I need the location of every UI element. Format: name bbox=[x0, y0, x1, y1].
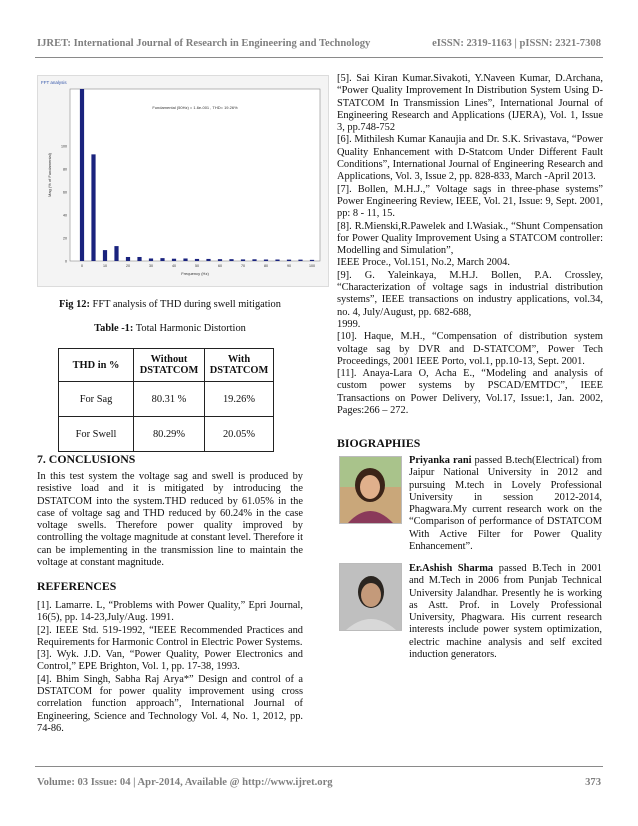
fft-bar bbox=[275, 260, 279, 261]
figure-label: Fig 12: bbox=[59, 299, 90, 310]
reference-item: [2]. IEEE Std. 519-1992, “IEEE Recommended Practices and Requirements for Harmonic Control in Electric Power Systems. bbox=[37, 624, 303, 648]
fft-bar bbox=[264, 260, 268, 261]
reference-item: [7]. Bollen, M.H.J.,” Voltage sags in three-phase systems” Power Engineering Review, IEEE, Vol. 21, Issue: 9, Sept. 2001, pp: 8 - 11, 15. bbox=[337, 183, 603, 220]
table-caption-text: Total Harmonic Distortion bbox=[135, 323, 246, 334]
header-rule bbox=[35, 57, 603, 58]
table-cell: 20.05% bbox=[205, 417, 274, 452]
fft-bar bbox=[137, 257, 141, 261]
reference-item: [5]. Sai Kiran Kumar.Sivakoti, Y.Naveen Kumar, D.Archana, “Power Quality Improvement In Distribution System Using D-STATCOM In Transmission Lines”, International Journal of Engineering Research and Applications (IJERA), Vol. 1, Issue 3, pp.748-752 bbox=[337, 73, 603, 134]
bio-body: passed B.Tech in 2001 and M.Tech in 2006 from Punjab Technical University Jalandhar. Presently he is working as Astt. Prof. in Lovely Professional University, Phagwara. His current research interests include power system optimization, electric machine analysis and self excited induction generators. bbox=[409, 563, 602, 661]
table-row bbox=[59, 382, 274, 417]
table-header-cell: Without DSTATCOM bbox=[134, 349, 205, 382]
issn: eISSN: 2319-1163 | pISSN: 2321-7308 bbox=[432, 38, 601, 49]
y-tick-label: 40 bbox=[63, 213, 67, 218]
page-number: 373 bbox=[585, 777, 601, 788]
fft-bar bbox=[298, 260, 302, 261]
conclusions-text: In this test system the voltage sag and swell is produced by resistive load and it is mitigated by introducing the DSTATCOM into the system.THD reduced by 61.05% in the case of voltage sag and THD reduced by 60.24% in the case voltage swells. Therefore power quality improved by controlling the voltage magnitude at constant level. Therefore it can be implementing in the transmission line to maintain the voltage at constant magnitude. bbox=[37, 471, 303, 569]
x-tick-label: 30 bbox=[149, 264, 153, 268]
fft-bar bbox=[80, 89, 84, 261]
reference-item: [1]. Lamarre. L, “Problems with Power Quality,” Epri Journal, 16(5), pp. 14-23,July/Aug. 1991. bbox=[37, 600, 303, 624]
y-tick-label: 80 bbox=[63, 167, 67, 172]
y-tick-label: 60 bbox=[63, 190, 67, 195]
fft-chart bbox=[37, 75, 329, 287]
fft-bar bbox=[183, 258, 187, 261]
fft-bar bbox=[126, 257, 130, 261]
references-title: REFERENCES bbox=[37, 579, 117, 593]
references-list-right bbox=[337, 73, 603, 417]
biographies-title: BIOGRAPHIES bbox=[337, 436, 421, 450]
reference-item: [6]. Mithilesh Kumar Kanaujia and Dr. S.K. Srivastava, “Power Quality Enhancement with D-Statcom Under Different Fault Conditions”, International Journal of Engineering Research and Applications, Vol. 3, Issue 2, pp. 828-833, March -April 2013. bbox=[337, 134, 603, 183]
fft-bar bbox=[287, 260, 291, 261]
y-tick-label: 20 bbox=[63, 236, 67, 241]
plot-area bbox=[70, 89, 320, 261]
thd-table bbox=[58, 348, 274, 452]
y-axis-label: Mag (% of Fundamental) bbox=[47, 152, 52, 198]
fft-bar bbox=[172, 259, 176, 261]
reference-item: [10]. Haque, M.H., “Compensation of distribution system voltage sag by DVR and D-STATCOM”, Power Tech Proceedings, 2001 IEEE Porto, vol.1, pp.10-13, Sept. 2001. bbox=[337, 331, 603, 367]
fft-bar bbox=[218, 259, 222, 261]
x-tick-label: 60 bbox=[218, 264, 222, 268]
chart-corner-label: FFT analysis bbox=[41, 80, 67, 85]
fft-bar bbox=[149, 258, 153, 261]
table-cell: 80.29% bbox=[134, 417, 205, 452]
y-tick-label: 0 bbox=[65, 259, 67, 264]
reference-item: [9]. G. Yaleinkaya, M.H.J. Bollen, P.A. Crossley, “Characterization of voltage sags in industrial distribution systems”, IEEE transactions on industry applications, vol.34, no. 4, July/August, pp. 682-688, bbox=[337, 269, 603, 318]
x-tick-label: 100 bbox=[309, 264, 315, 268]
fft-bar bbox=[206, 259, 210, 261]
conclusions-title: 7. CONCLUSIONS bbox=[37, 452, 136, 466]
reference-item: [3]. Wyk. J.D. Van, “Power Quality, Power Electronics and Control,” EPE Brighton, Vol. 1, pp. 17-38, 1993. bbox=[37, 649, 303, 673]
footer-rule bbox=[35, 766, 603, 767]
reference-item: [4]. Bhim Singh, Sabha Raj Arya*” Design and control of a DSTATCOM for power quality improvement using cross correlation function approach”, International Journal of Engineering, Science and Technology Vol. 4, No. 1, 2012, pp. 74-86. bbox=[37, 673, 303, 734]
fft-bar bbox=[91, 154, 95, 261]
x-tick-label: 50 bbox=[195, 264, 199, 268]
x-tick-label: 20 bbox=[126, 264, 130, 268]
portrait-image bbox=[340, 457, 401, 523]
footer-volume: Volume: 03 Issue: 04 | Apr-2014, Available @ http://www.ijret.org bbox=[37, 777, 333, 788]
table-header-row bbox=[59, 349, 274, 382]
bio-ashish-text bbox=[409, 563, 602, 661]
reference-item: [11]. Anaya-Lara O, Acha E., “Modeling and analysis of custom power systems by PSCAD/EMTDC”, IEEE Transactions on Power Delivery, Vol.17, Issue:1, Jan. 2002, Pages:266 – 272. bbox=[337, 368, 603, 417]
chart-title: Fundamental (50Hz) = 1.6e-001 , THD= 19.26% bbox=[152, 105, 238, 110]
x-tick-label: 40 bbox=[172, 264, 176, 268]
table-cell: 80.31 % bbox=[134, 382, 205, 417]
x-tick-label: 70 bbox=[241, 264, 245, 268]
fft-chart-svg bbox=[37, 75, 329, 287]
bio-name: Er.Ashish Sharma bbox=[409, 563, 494, 574]
table-cell: For Sag bbox=[59, 382, 134, 417]
x-tick-label: 90 bbox=[287, 264, 291, 268]
figure-caption bbox=[37, 299, 303, 310]
author-photo-priyanka bbox=[339, 456, 402, 524]
bio-name: Priyanka rani bbox=[409, 455, 472, 466]
table-cell: 19.26% bbox=[205, 382, 274, 417]
references-list-left bbox=[37, 600, 303, 735]
fft-bar bbox=[160, 258, 164, 261]
fft-bar bbox=[310, 260, 314, 261]
reference-item: 1999. bbox=[337, 318, 361, 330]
fft-bar bbox=[195, 259, 199, 261]
page-footer bbox=[37, 777, 601, 788]
table-row bbox=[59, 417, 274, 452]
bio-priyanka-text bbox=[409, 455, 602, 553]
fft-bar bbox=[241, 259, 245, 261]
table-header-cell: With DSTATCOM bbox=[205, 349, 274, 382]
table-header-cell: THD in % bbox=[59, 349, 134, 382]
x-tick-label: 0 bbox=[81, 264, 83, 268]
page-header bbox=[37, 38, 601, 49]
fft-bar bbox=[114, 246, 118, 261]
x-tick-label: 80 bbox=[264, 264, 268, 268]
table-label: Table -1: bbox=[94, 323, 134, 334]
reference-item: [8]. R.Mienski,R.Pawelek and I.Wasiak., “Shunt Compensation for Power Quality Improvement Using a STATCOM controller: Modelling and Simulation”, bbox=[337, 220, 603, 257]
table-cell: For Swell bbox=[59, 417, 134, 452]
author-photo-ashish bbox=[339, 563, 402, 631]
fft-bar bbox=[103, 250, 107, 261]
portrait-image bbox=[340, 564, 401, 630]
fft-bar bbox=[252, 259, 256, 261]
x-tick-label: 10 bbox=[103, 264, 107, 268]
reference-item: IEEE Procе., Vol.151, No.2, March 2004. bbox=[337, 257, 510, 269]
fft-bar bbox=[229, 259, 233, 261]
journal-title: IJRET: International Journal of Research in Engineering and Technology bbox=[37, 38, 371, 49]
x-axis-label: Frequency (Hz) bbox=[181, 271, 209, 276]
table-caption bbox=[37, 323, 303, 334]
bio-body: passed B.tech(Electrical) from Jaipur National University in 2012 and pursuing M.tech in Lovely Professional University in session 2012-2014, Phagwara.My current research work on the “Comparison of performance of DSTATCOM With Active Filter for Power Quality Enhancement”. bbox=[409, 455, 602, 553]
y-tick-label: 100 bbox=[61, 144, 67, 149]
figure-caption-text: FFT analysis of THD during swell mitigation bbox=[92, 299, 281, 310]
